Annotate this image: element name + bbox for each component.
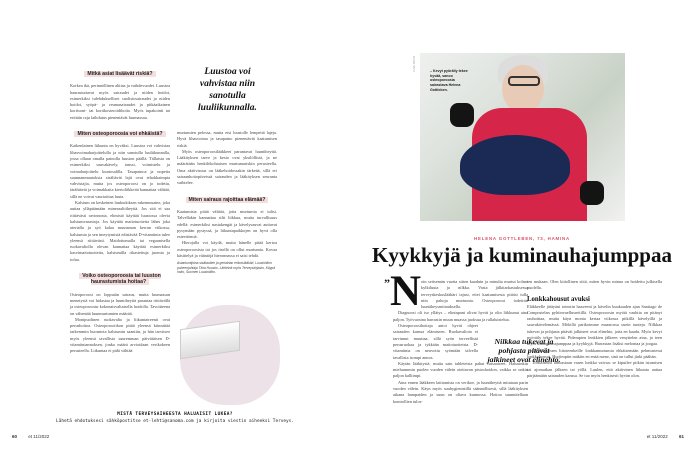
folio: et 11/2022	[28, 434, 50, 439]
banner-text: Lähetä ehdotuksesi sähköpostitse et-lehti@sanoma.com ja kirjoita viestin aiheeksi Terveys.	[56, 419, 294, 424]
glasses-icon	[508, 76, 540, 86]
paragraph: oin seitsemän vuotta sitten kaaduin ja minulta murtui kolme kylkiluuta ja nilkka. Vasta jälkitarkastuksessa terveyskeskuslääkäri tajusi, ettei kaatumisesta pitäisi tulla niin pahoja murtumia. Osteoporoosi todettiin luuntiheysmittauksella.	[421, 279, 528, 310]
article-kicker: HELENA GOTTLEBEN, 73, HAMINA	[474, 236, 570, 241]
left-footer	[12, 434, 49, 439]
helena-photo	[420, 53, 625, 221]
paragraph: Osteoporoosi on loppuiän sairaus, mutta luumassan menetystä voi hidastaa ja luuntiheyttä parantaa riittävällä ja osteoporoosin kokonaisvaltaisella hoidolla. Tavoitteena on vähentää luunmurtumien määrää.	[70, 291, 170, 316]
paragraph: Aina ennen lääkkeen laittamista on verikoe, ja luuntiheyttä mitataan parin vuoden välein. Käyn myös suuhygienistillä säännöllisesti, sillä lääkityksen aikana hampaiden ja suun on oltava kunnossa. Hoitoa suunnitellaan kontrollien tulos-	[393, 379, 528, 404]
photo-credit: KUVA: MIKKO	[413, 55, 416, 72]
paragraph: Käytän lääkitystä, mutta sain tableteista pahat vatsaoireet. Halusinkin mieluummin puolen vuoden välein otettavan pistoshoidon, vaikka se onkin paljon kalliimpi.	[393, 360, 528, 379]
section-heading: Miten osteoporoosia voi ehkäistä?	[70, 131, 170, 137]
page-number: 61	[678, 434, 684, 439]
pull-quote: Luustoa voi vahvistaa niin sanotulla luuliikunnalla.	[198, 67, 257, 113]
helmet	[460, 135, 570, 195]
paragraph: Talvella puen liitoteenkeille lonkkamurtumia ehkäisemään pehmustetut lonkkahousut. Hurjimpiin mäkiin en enää mene, sinä on tullut järki päähän.	[527, 347, 662, 359]
paragraph: murtumien pelossa, mutta etsi luustolle lempeitä lajeja. Hyvä lihasvoima ja tasapaino pienentävät kaatumisen riskiä.	[177, 130, 277, 148]
article-title: Kyykkyjä ja kuminauhajumppaa	[372, 243, 672, 267]
feedback-banner	[40, 412, 310, 424]
left-column-1	[70, 63, 170, 355]
subheading: Lonkkahousut avuksi	[527, 295, 590, 303]
paragraph: Eläkkeelle jäätyäni toteutin haaveeni ja kävelin kuukauden ajan Santiago de Compostelan pyhiinvaellusreitillä. Osteoporoosin myötä vauhtia on pitänyt rauhoittaa, mutta käyn monta kertaa viikossa pitkillä kävelyillä ja sauvakävelemässä. Mökillä patikoimme maastossa usein tunteja. Nilkkaa tukevat ja pohjasta pitävät jalkineet ovat elinehto, jotta en kaadu. Myös kevyt pyöräily tekee hyvää. Pidempien lenkkien jälkeen venyttelen aina, ja teen myös kuminauhajumppaa ja kyykkyjä. Harrastan lisäksi melontaa ja joogaa.	[527, 303, 662, 347]
photo-caption: – Kevyt pyöräily tekee hyvää, sanoo osteoporoosia sairastava Helena Gottleben.	[430, 69, 468, 92]
glove	[450, 103, 474, 127]
section-heading: Voiko osteoporoosia tai luuston haurastumista hoitaa?	[70, 273, 170, 286]
paragraph: Diagnoosi oli iso yllätys – elintapani olivat hyvät ja olin liikkunut aina paljon. Työvuosina harrastin muun muassa juoksua ja rullaluistelua.	[393, 310, 528, 322]
paragraph: Osteoporoosihoitaja antoi hyvät ohjeet sairauden kanssa elämiseen. Ruokavaliota ei tarvinnut muuttaa, sillä syön terveellistä perusruokaa ja tykkään maitotuotteista. D-vitamiinia on neuvottu syömään talvella tavallista isompi annos.	[393, 323, 478, 360]
credits: Asiantuntijoina sisätautien ja geriatrian erikoislääkäri, Luustoliiton puheenjohtaja Tiina Huusko. Lähteinä myös Terveyskirjasto, Käypä hoito, Suomen Luustoliitto.	[177, 261, 276, 275]
paragraph: ten mukaan. Olen kiitollinen siitä, miten hyvin minua on hoidettu julkisella puolella.	[527, 279, 662, 291]
page-number: 60	[12, 434, 18, 439]
paragraph: Korkea ikä, perinnöllinen alttius ja vaihdevuodet. Luustoa haurastuttavat myös sairaudet ja niiden hoidot, esimerkiksi tulehdukselliset suolistosairaudet ja niiden hoidot, syöpä- ja reumasairaudet ja pitkäaikainen kortisoni- tai kortikosteroidihoito. Myös tupakointi tai erittäin raju laihdutus pienentävät luumassaa.	[70, 83, 170, 120]
paragraph: Monipuolinen ruokavalio ja liikuntatreenit ovat perushoitoa. Osteoporootikon pitää yleensä kiinnittää tarkemmin huomiota kalsiumin saantiin, ja hän tarvitsee myös yleensä tavallista suuremman päivittäisen D-vitamiiniannoksen, jonka määrä arvioidaan verikokeen perusteella. Liikuntaa ei pidä välttää	[70, 316, 170, 354]
paragraph: Toistaiseksi ainoastaan vasen lonkka vaivaa: se kipuilee pitkän istumisen tai ajomatkan jälkeen tai yöllä. Luulen, että aktiivinen liikunta auttaa pärjäämään sairauden kanssa. Se tuo myös henkisesti hyvän olon.	[527, 360, 662, 378]
paragraph: Kaatumisia pitää välttää, jotta murtumia ei tulisi. Talvellakin kannattaa silti liikkua, mutta turvallisuus edellä: esimerkiksi nastakengät ja kävelysauvat auttavat pysymään pystyssä, ja liikuntapaikkojen on hyvä olla esteettömiä.	[177, 208, 277, 240]
paragraph: Myös osteoporoosilääkkeet parantavat luuntiheyttä. Lääkityksen tarve ja kesto ovat yksilöllisiä, ja ne määrätään henkilökohtaisen murtumariskin perusteella. Oma aktiivisuus on lääkehoidossakin tärkeää, sillä eri sairaanhoitopiireissä sairauden ja lääkityksen seuranta vaihtelee.	[177, 148, 277, 186]
paragraph: Kaikenlainen liikunta on hyväksi. Luustoa voi vahvistaa lihasvoimaharjoittelulla ja niin sanotulla luuliikunnalla, jossa ollaan omalla painolla luuston päällä. Tällaista on esimerkiksi sauvakävely, tanssi, voimistelu ja voimaharjoittelu kuntosalilla. Tasapainoa ja nopeita suunnanmuutoksia sisältävät lajit ovat tehokkaimpia vahvistajia, mutta jos osteoporoosi on jo todettu, tärähtäviä ja voimakkaita kiertoliikkeitä kannattaa välttää, sillä ne voivat vaurioittaa luuta.	[70, 143, 170, 199]
pull-quote: Nilkkaa tukevat ja pohjasta pitävät jalkineet ovat elinehto.	[487, 337, 561, 364]
drop-cap: N	[390, 268, 422, 315]
section-heading: Miten sairaus rajoittaa elämää?	[177, 197, 277, 203]
banner-title: MISTÄ TERVEYSAIHEESTA HALUAISIT LUKEA?	[117, 412, 233, 417]
paragraph: Kalsium on keskeinen luukudoksen rakennusaine, joka auttaa ylläpitämään mineraalitiheyttä. Jos sitä ei saa riittävästi ravinnosta, elimistö käyttää luustossa olevia kalsiumvarastoja. Jos käyttää maitotuotteita lähes joka aterialla ja syö kalaa muutaman kerran viikossa, kalsiumia ja sen imeytymistä edistävää D-vitamiinia tulee yleensä riittävästi. Maidottomalla tai vegaanisella ruokavaliolla olevan kannattaa käyttää esimerkiksi kasvimaitotuotteita, kalsiumilla rikastettuja juomia ja tofua.	[70, 200, 170, 262]
quote-mark: ”	[384, 276, 390, 290]
glove	[580, 181, 604, 205]
folio: et 11/2022	[646, 434, 668, 439]
face	[502, 65, 544, 113]
right-footer	[647, 434, 684, 439]
section-heading: Mitkä asiat lisäävät riskiä?	[70, 71, 170, 77]
paragraph: Hierojalla voi käydä, mutta hänelle pitää kertoa osteoporoosista tai jos itsellä on ollut murtumia. Kovaa käsittelyä ja vääntöjä hieronnassa ei saisi tehdä.	[177, 240, 277, 259]
left-column-2	[177, 130, 277, 275]
right-column-2	[527, 279, 662, 379]
